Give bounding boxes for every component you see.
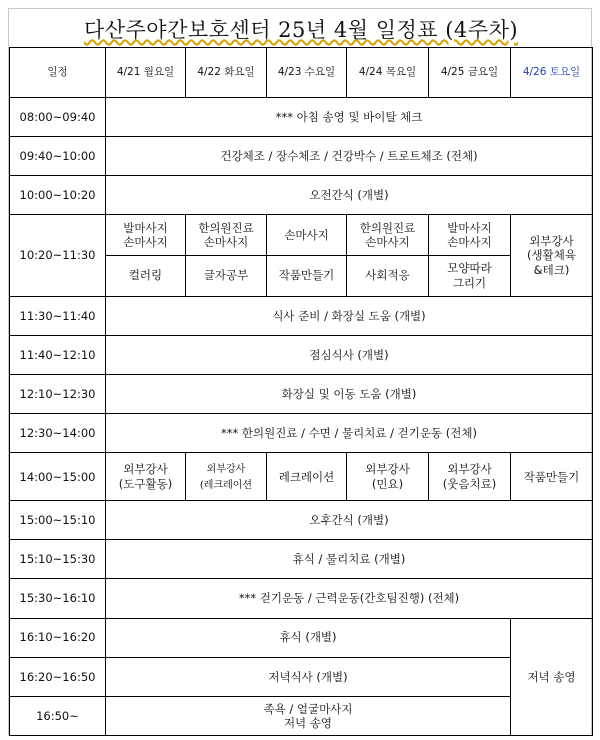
activity-text: 모양따라 그리기 xyxy=(447,261,492,290)
table-row xyxy=(10,540,593,579)
table-row xyxy=(10,215,593,255)
time-cell: 16:20~16:50 xyxy=(10,657,106,696)
time-cell: 15:10~15:30 xyxy=(10,540,106,579)
activity-cell: 오후간식 (개별) xyxy=(106,501,593,540)
activity-cell-thu xyxy=(347,453,429,501)
header-day-mon: 4/21 월요일 xyxy=(106,48,186,98)
activity-cell-fri xyxy=(429,255,511,296)
activity-text: 외부강사 (도구활동) xyxy=(118,462,173,491)
activity-cell-mon xyxy=(106,215,186,255)
activity-cell-thu xyxy=(347,255,429,296)
activity-cell: *** 걷기운동 / 근력운동(간호팀진행) (전체) xyxy=(106,579,593,618)
activity-text: 작품만들기 xyxy=(278,268,335,283)
time-cell: 15:30~16:10 xyxy=(10,579,106,618)
activity-cell: 점심식사 (개별) xyxy=(106,335,593,374)
table-row xyxy=(10,296,593,335)
activity-cell-wed xyxy=(267,255,347,296)
header-day-thu: 4/24 목요일 xyxy=(347,48,429,98)
activity-cell: *** 아침 송영 및 바이탈 체크 xyxy=(106,98,593,137)
header-row xyxy=(10,48,593,98)
activity-cell-sat xyxy=(511,453,593,501)
activity-cell-tue xyxy=(186,255,267,296)
schedule-table xyxy=(9,47,593,736)
activity-cell-tue xyxy=(186,215,267,255)
activity-text: 손마사지 xyxy=(284,227,329,242)
activity-text: 외부강사 (생활체육 &테크) xyxy=(527,234,576,277)
activity-cell-mon xyxy=(106,255,186,296)
activity-text: 외부강사 (레크레이션 xyxy=(199,464,253,491)
header-day-tue: 4/22 화요일 xyxy=(186,48,267,98)
activity-cell-mon xyxy=(106,453,186,501)
activity-cell: 저녁식사 (개별) xyxy=(106,657,511,696)
activity-text: 사회적응 xyxy=(365,268,410,283)
table-row xyxy=(10,453,593,501)
table-row xyxy=(10,98,593,137)
activity-cell: 식사 준비 / 화장실 도움 (개별) xyxy=(106,296,593,335)
activity-text: 외부강사 (웃음치료) xyxy=(442,462,497,491)
activity-line: 족욕 / 얼굴마사지 xyxy=(263,701,353,716)
header-schedule: 일정 xyxy=(10,48,106,98)
activity-cell-tue xyxy=(186,453,267,501)
table-row xyxy=(10,176,593,215)
activity-text: 발마사지 손마사지 xyxy=(123,220,168,250)
time-cell: 10:20~11:30 xyxy=(10,215,106,296)
activity-cell-thu xyxy=(347,215,429,255)
activity-cell-fri xyxy=(429,453,511,501)
activity-text: 작품만들기 xyxy=(523,469,580,484)
time-cell: 08:00~09:40 xyxy=(10,98,106,137)
table-row xyxy=(10,137,593,176)
table-row xyxy=(10,335,593,374)
activity-cell: 건강체조 / 장수체조 / 건강박수 / 트로트체조 (전체) xyxy=(106,137,593,176)
header-day-sat: 4/26 토요일 xyxy=(511,48,593,98)
title-text: 다산주야간보호센터 25년 4월 일정표 (4주차) xyxy=(83,18,519,42)
activity-cell xyxy=(106,696,511,735)
activity-text: 한의원진료 손마사지 xyxy=(359,220,416,250)
table-row xyxy=(10,501,593,540)
time-cell: 15:00~15:10 xyxy=(10,501,106,540)
table-row xyxy=(10,657,593,696)
activity-cell: 휴식 / 물리치료 (개별) xyxy=(106,540,593,579)
saturday-evening-cell: 저녁 송영 xyxy=(511,618,593,735)
activity-cell-wed xyxy=(267,215,347,255)
activity-line: 저녁 송영 xyxy=(283,715,333,730)
time-cell: 11:30~11:40 xyxy=(10,296,106,335)
time-cell: 10:00~10:20 xyxy=(10,176,106,215)
activity-text: 글자공부 xyxy=(203,268,249,283)
time-cell: 11:40~12:10 xyxy=(10,335,106,374)
time-cell: 16:50~ xyxy=(10,696,106,735)
activity-text: 컬러링 xyxy=(128,268,163,283)
activity-cell: *** 한의원진료 / 수면 / 물리치료 / 걷기운동 (전체) xyxy=(106,414,593,453)
activity-cell-sat xyxy=(511,215,593,296)
header-day-wed: 4/23 수요일 xyxy=(267,48,347,98)
time-cell: 12:30~14:00 xyxy=(10,414,106,453)
schedule-document xyxy=(8,8,592,736)
activity-text: 한의원진료 손마사지 xyxy=(198,220,254,250)
table-row xyxy=(10,374,593,413)
table-row xyxy=(10,414,593,453)
document-title xyxy=(9,9,593,49)
time-cell: 09:40~10:00 xyxy=(10,137,106,176)
activity-cell-fri xyxy=(429,215,511,255)
table-row xyxy=(10,579,593,618)
table-row xyxy=(10,696,593,735)
activity-cell-wed xyxy=(267,453,347,501)
time-cell: 14:00~15:00 xyxy=(10,453,106,501)
time-cell: 16:10~16:20 xyxy=(10,618,106,657)
activity-text: 외부강사 (민요) xyxy=(365,462,410,491)
table-row xyxy=(10,618,593,657)
activity-cell: 휴식 (개별) xyxy=(106,618,511,657)
activity-cell: 화장실 및 이동 도움 (개별) xyxy=(106,374,593,413)
activity-text: 레크레이션 xyxy=(278,469,335,484)
time-cell: 12:10~12:30 xyxy=(10,374,106,413)
activity-text: 발마사지 손마사지 xyxy=(447,220,492,250)
activity-cell: 오전간식 (개별) xyxy=(106,176,593,215)
header-day-fri: 4/25 금요일 xyxy=(429,48,511,98)
